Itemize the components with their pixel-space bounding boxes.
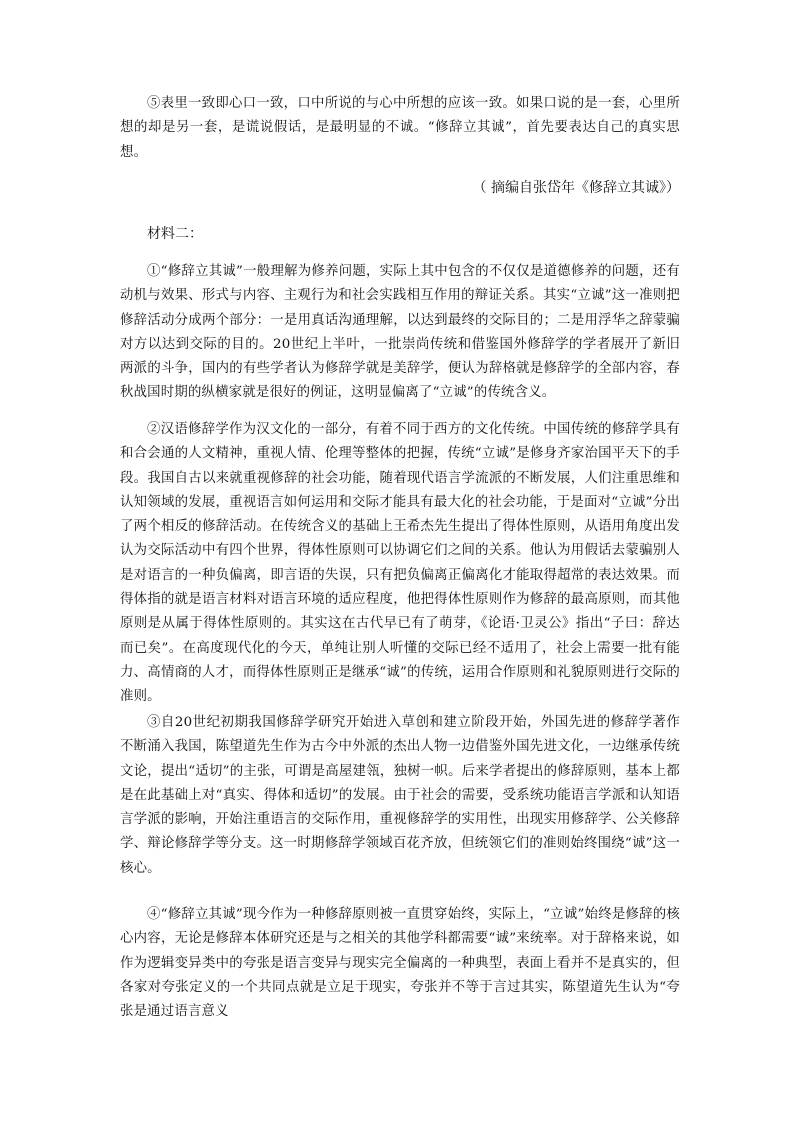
source-citation: （ 摘编自张岱年《修辞立其诚》） bbox=[472, 180, 680, 196]
paragraph-intro-5: ⑤表里一致即心口一致，口中所说的与心中所想的应该一致。如果口说的是一套，心里所想的却是另一套，是谎说假话，是最明显的不诚。“修辞立其诚”，首先要表达自己的真实思想。 bbox=[120, 96, 680, 160]
paragraph-2: ②汉语修辞学作为汉文化的一部分，有着不同于西方的文化传统。中国传统的修辞学具有和合会通的人文精神，重视人情、伦理等整体的把握，传统“立诚”是修身齐家治国平天下的手段。我国自古以来就重视修辞的社会功能，随着现代语言学流派的不断发展，人们注重思维和认知领域的发展，重视语言如何运用和交际才能具有最大化的社会功能，于是面对“立诚”分出了两个相反的修辞活动。在传统含义的基础上王希杰先生提出了得体性原则，从语用角度出发认为交际活动中有四个世界，得体性原则可以协调它们之间的关系。他认为用假话去蒙骗别人是对语言的一种负偏离，即言语的失误，只有把负偏离正偏离化才能取得超常的表达效果。而得体指的就是语言材料对语言环境的适应程度，他把得体性原则作为修辞的最高原则，而其他原则是从属于得体性原则的。其实这在古代早已有了萌芽，《论语·卫灵公》指出“子曰：辞达而已矣”。在高度现代化的今天，单纯让别人听懂的交际已经不适用了，社会上需要一批有能力、高情商的人才，而得体性原则正是继承“诚”的传统，运用合作原则和礼貌原则进行交际的准则。 bbox=[120, 422, 680, 705]
paragraph-1: ①“修辞立其诚”一般理解为修养问题，实际上其中包含的不仅仅是道德修养的问题，还有动机与效果、形式与内容、主观行为和社会实践相互作用的辩证关系。其实“立诚”这一准则把修辞活动分成两个部分：一是用真话沟通理解，以达到最终的交际目的；二是用浮华之辞蒙骗对方以达到交际的目的。20世纪上半叶，一批崇尚传统和借鉴国外修辞学的学者展开了新旧两派的斗争，国内的有些学者认为修辞学就是美辞学，便认为辞格就是修辞学的全部内容，春秋战国时期的纵横家就是很好的例证，这明显偏离了“立诚”的传统含义。 bbox=[120, 264, 680, 401]
section-title: 材料二： bbox=[147, 226, 203, 242]
paragraph-3: ③自20世纪初期我国修辞学研究开始进入草创和建立阶段开始，外国先进的修辞学著作不断涌入我国，陈望道先生作为古今中外派的杰出人物一边借鉴外国先进文化，一边继承传统文论，提出“适切”的主张，可谓是高屋建瓴，独树一帜。后来学者提出的修辞原则，基本上都是在此基础上对“真实、得体和适切”的发展。由于社会的需要，受系统功能语言学派和认知语言学派的影响，开始注重语言的交际作用，重视修辞学的实用性，出现实用修辞学、公关修辞学、辩论修辞学等分支。这一时期修辞学领域百花齐放，但统领它们的准则始终围绕“诚”这一核心。 bbox=[120, 715, 680, 876]
paragraph-4: ④“修辞立其诚”现今作为一种修辞原则被一直贯穿始终，实际上，“立诚”始终是修辞的核心内容，无论是修辞本体研究还是与之相关的其他学科都需要“诚”来统率。对于辞格来说，如作为逻辑变异类中的夸张是语言变异与现实完全偏离的一种典型，表面上看并不是真实的，但各家对夸张定义的一个共同点就是立足于现实，夸张并不等于言过其实，陈望道先生认为“夸张是通过语言意义 bbox=[120, 907, 680, 1020]
